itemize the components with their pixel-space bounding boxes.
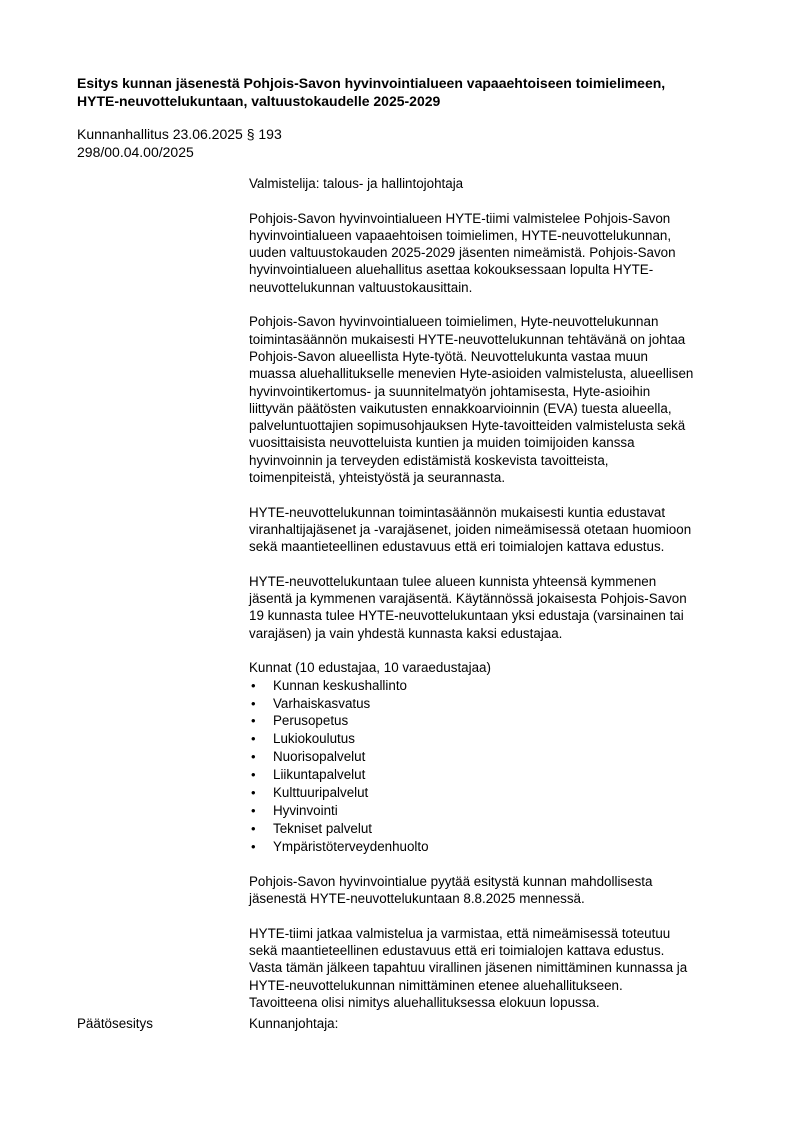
- bullet-icon: •: [251, 784, 256, 800]
- list-item: [249, 695, 749, 713]
- paragraph-line: Pohjois-Savon hyvinvointialue pyytää esitystä kunnan mahdollisesta: [249, 873, 653, 889]
- meeting-info: [77, 125, 282, 161]
- paragraph-line: varajäsen) ja vain yhdestä kunnasta kaksi edustajaa.: [249, 625, 563, 641]
- paragraph-line: viranhaltijajäsenet ja -varajäsenet, joiden nimeämisessä otetaan huomioon: [249, 521, 692, 537]
- paragraph-line: hyvinvointialueen vapaaehtoisen toimielimen, HYTE-neuvottelukunnan,: [249, 227, 672, 243]
- paragraph-line: toimintasäännön mukaisesti HYTE-neuvottelukunnan tehtävänä on johtaa: [249, 331, 686, 347]
- list-item-label: Ympäristöterveydenhuolto: [273, 838, 429, 854]
- paragraph-line: vuosittaisista neuvotteluista kuntien ja muiden toimijoiden kanssa: [249, 435, 635, 451]
- paragraph-line: hyvinvoinnin ja terveyden edistämistä koskevista tavoitteista,: [249, 452, 609, 468]
- paragraph-line: palveluntuottajien sopimusohjauksen Hyte-tavoitteiden valmistelusta sekä: [249, 418, 686, 434]
- municipal-sectors-list: [249, 677, 749, 856]
- bullet-icon: •: [251, 820, 256, 836]
- decision-proposer: Kunnanjohtaja:: [249, 1016, 339, 1031]
- paragraph-line: hyvinvointialueen aluehallitus asettaa kokouksessaan lopulta HYTE-: [249, 262, 654, 278]
- list-item-label: Perusopetus: [273, 713, 349, 729]
- paragraph-4: [249, 573, 749, 642]
- list-item-label: Nuorisopalvelut: [273, 749, 366, 765]
- document-body: [249, 175, 749, 1028]
- list-item-label: Lukiokoulutus: [273, 731, 355, 747]
- list-item: [249, 730, 749, 748]
- paragraph-line: HYTE-neuvottelukunnan toimintasäännön mukaisesti kuntia edustavat: [249, 504, 666, 520]
- bullet-icon: •: [251, 749, 256, 765]
- paragraph-line: Pohjois-Savon hyvinvointialueen toimielimen, Hyte-neuvottelukunnan: [249, 314, 659, 330]
- paragraph-2: [249, 313, 749, 486]
- list-item: [249, 766, 749, 784]
- paragraph-1: [249, 210, 749, 296]
- preparer: [249, 175, 749, 192]
- bullet-icon: •: [251, 695, 256, 711]
- paragraph-line: HYTE-neuvottelukunnan nimittäminen etenee aluehallitukseen.: [249, 977, 623, 993]
- list-item-label: Varhaiskasvatus: [273, 695, 371, 711]
- list-item: [249, 784, 749, 802]
- paragraph-line: 19 kunnasta tulee HYTE-neuvottelukuntaan yksi edustaja (varsinainen tai: [249, 608, 684, 624]
- bullet-icon: •: [251, 838, 256, 854]
- bullet-icon: •: [251, 677, 256, 693]
- paragraph-line: Vasta tämän jälkeen tapahtuu virallinen jäsenen nimittäminen kunnassa ja: [249, 960, 688, 976]
- paragraph-line: hyvinvointikertomus- ja suunnitelmatyön johtamisesta, Hyte-asioihin: [249, 383, 651, 399]
- title-line-1: Esitys kunnan jäsenestä Pohjois-Savon hyvinvointialueen vapaaehtoiseen toimielimeen,: [77, 75, 666, 91]
- list-item: [249, 677, 749, 695]
- paragraph-line: Tavoitteena olisi nimitys aluehallituksessa elokuun lopussa.: [249, 994, 600, 1010]
- meeting-reference: Kunnanhallitus 23.06.2025 § 193: [77, 126, 282, 142]
- bullet-icon: •: [251, 767, 256, 783]
- bullet-icon: •: [251, 802, 256, 818]
- paragraph-line: Pohjois-Savon hyvinvointialueen HYTE-tiimi valmistelee Pohjois-Savon: [249, 210, 671, 226]
- list-item: [249, 748, 749, 766]
- paragraph-3: [249, 504, 749, 556]
- bullet-icon: •: [251, 731, 256, 747]
- paragraph-line: liittyvän päätösten vaikutusten ennakkoarvioinnin (EVA) tuesta alueella,: [249, 400, 672, 416]
- paragraph-line: toimenpiteistä, yhteistyöstä ja seurannasta.: [249, 470, 506, 486]
- list-item-label: Tekniset palvelut: [273, 820, 372, 836]
- decision-label: Päätösesitys: [77, 1016, 153, 1031]
- list-item: [249, 838, 749, 856]
- paragraph-line: jäsentä ja kymmenen varajäsentä. Käytännössä jokaisesta Pohjois-Savon: [249, 591, 687, 607]
- paragraph-line: neuvottelukunnan valtuustokausittain.: [249, 279, 473, 295]
- paragraph-line: HYTE-tiimi jatkaa valmistelua ja varmistaa, että nimeämisessä toteutuu: [249, 925, 671, 941]
- paragraph-5: [249, 873, 749, 908]
- paragraph-line: Pohjois-Savon alueellista Hyte-työtä. Neuvottelukunta vastaa muun: [249, 348, 648, 364]
- list-item: [249, 820, 749, 838]
- list-item-label: Kunnan keskushallinto: [273, 677, 407, 693]
- title-line-2: HYTE-neuvottelukuntaan, valtuustokaudelle 2025-2029: [77, 93, 441, 109]
- list-item: [249, 802, 749, 820]
- document-title: [77, 74, 737, 110]
- bullet-icon: •: [251, 713, 256, 729]
- paragraph-6: [249, 925, 749, 1011]
- preparer-line: Valmistelija: talous- ja hallintojohtaja: [249, 176, 464, 191]
- list-item-label: Hyvinvointi: [273, 802, 338, 818]
- list-item-label: Liikuntapalvelut: [273, 767, 366, 783]
- list-item-label: Kulttuuripalvelut: [273, 784, 369, 800]
- paragraph-line: muassa aluehallitukselle menevien Hyte-asioiden valmistelusta, alueellisen: [249, 366, 694, 382]
- record-number: 298/00.04.00/2025: [77, 144, 194, 160]
- paragraph-line: uuden valtuustokauden 2025-2029 jäsenten nimeämistä. Pohjois-Savon: [249, 245, 676, 261]
- paragraph-line: HYTE-neuvottelukuntaan tulee alueen kunnista yhteensä kymmenen: [249, 573, 657, 589]
- paragraph-line: sekä maantieteellinen edustavuus että eri toimialojen kattava edustus.: [249, 943, 665, 958]
- list-item: [249, 712, 749, 730]
- paragraph-line: jäsenestä HYTE-neuvottelukuntaan 8.8.2025 mennessä.: [249, 891, 585, 907]
- list-heading: Kunnat (10 edustajaa, 10 varaedustajaa): [249, 660, 491, 676]
- paragraph-line: sekä maantieteellinen edustavuus että eri toimialojen kattava edustus.: [249, 539, 665, 555]
